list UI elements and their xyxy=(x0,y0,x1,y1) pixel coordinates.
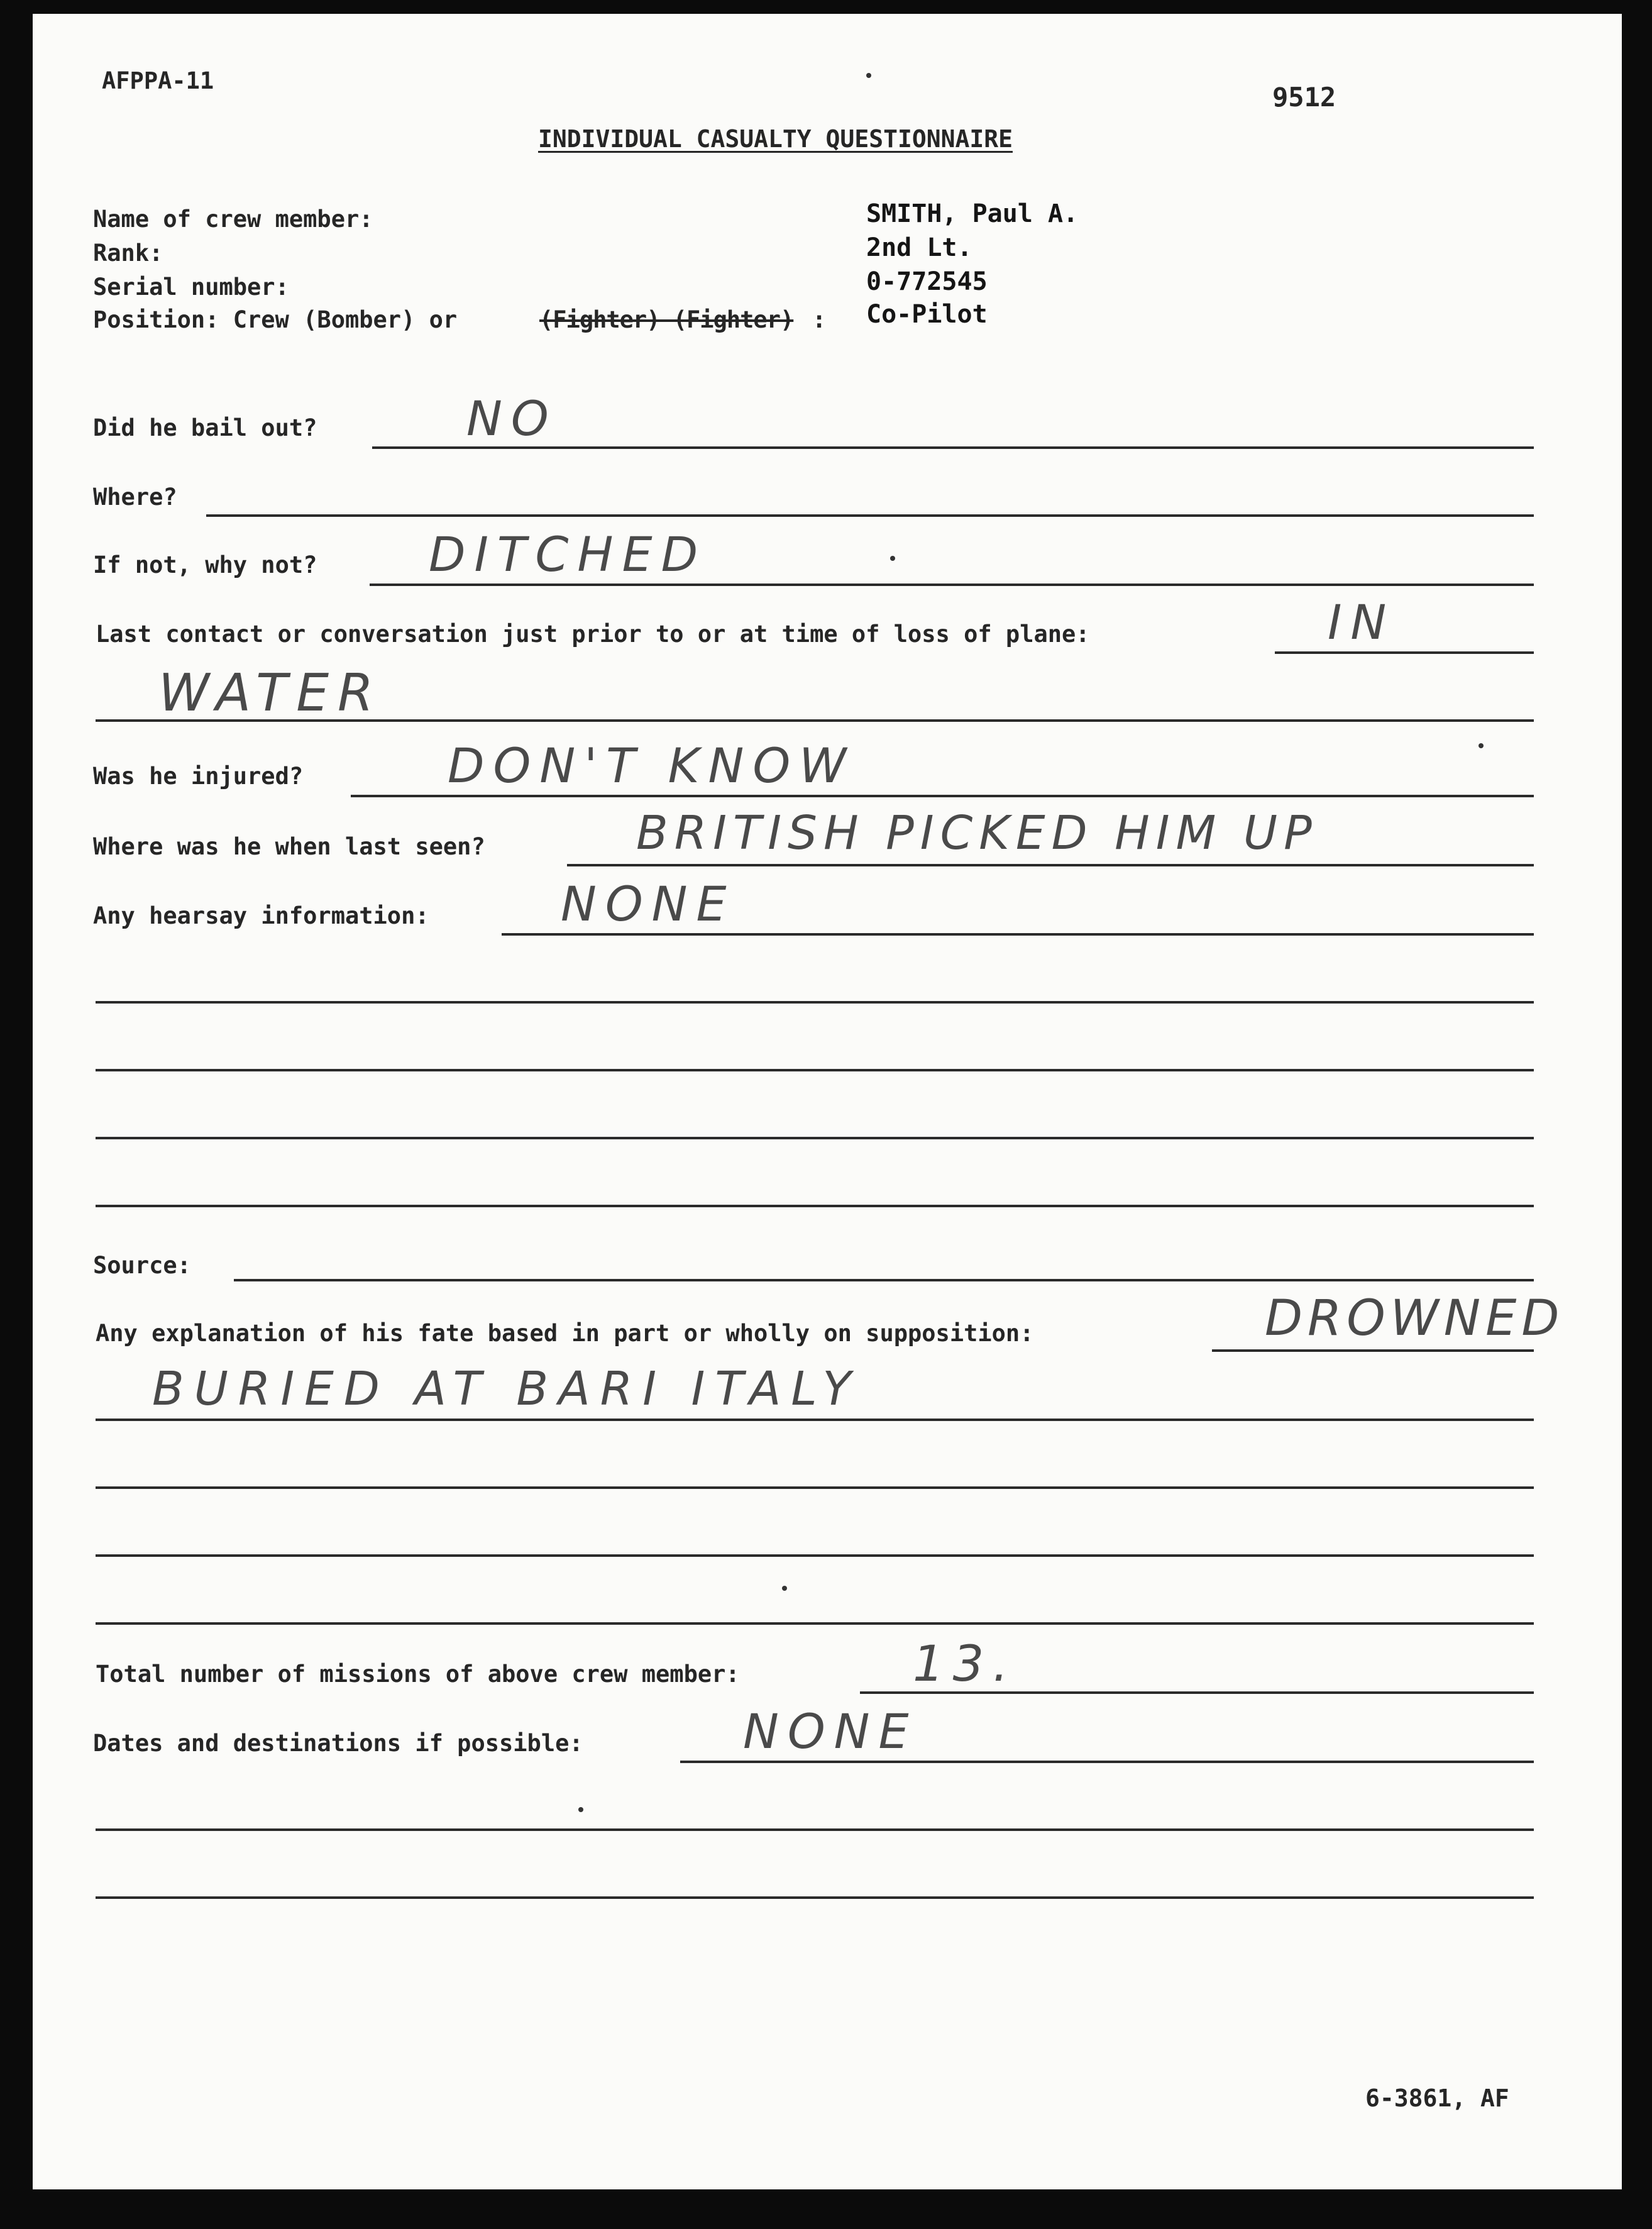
explanation-answer-2: BURIED AT BARI ITALY xyxy=(152,1362,861,1416)
hearsay-answer: NONE xyxy=(561,876,735,932)
last-seen-line xyxy=(567,864,1534,866)
film-speck xyxy=(866,73,871,78)
form-code: 6-3861, AF xyxy=(1365,2084,1509,2112)
position-struck-text: (Fighter) (Fighter) xyxy=(539,306,794,333)
explanation-line-5 xyxy=(96,1622,1534,1625)
hearsay-line-5 xyxy=(96,1205,1534,1207)
position-value: Co-Pilot xyxy=(866,300,988,329)
position-colon: : xyxy=(812,306,827,333)
form-id: AFPPA-11 xyxy=(102,67,214,94)
explanation-answer-1: DROWNED xyxy=(1265,1290,1565,1347)
bail-out-line xyxy=(372,446,1534,449)
position-label: Position: Crew (Bomber) or xyxy=(93,306,458,333)
why-not-answer: DITCHED xyxy=(429,526,707,582)
last-contact-label: Last contact or conversation just prior to or at time of loss of plane: xyxy=(96,621,1090,648)
why-not-line xyxy=(370,584,1534,586)
missions-answer: 13. xyxy=(913,1636,1018,1693)
hearsay-label: Any hearsay information: xyxy=(93,902,429,929)
explanation-line-3 xyxy=(96,1486,1534,1489)
serial-number-value: 0-772545 xyxy=(866,267,988,296)
film-speck xyxy=(782,1586,787,1591)
injured-label: Was he injured? xyxy=(93,763,304,790)
where-line xyxy=(206,514,1534,517)
source-label: Source: xyxy=(93,1252,191,1279)
explanation-line-4 xyxy=(96,1554,1534,1557)
source-line xyxy=(234,1279,1534,1281)
hearsay-line-1 xyxy=(502,933,1534,936)
dates-label: Dates and destinations if possible: xyxy=(93,1730,583,1757)
where-label: Where? xyxy=(93,484,177,511)
last-seen-answer: BRITISH PICKED HIM UP xyxy=(636,806,1318,860)
bail-out-answer: NO xyxy=(466,390,558,446)
hearsay-line-4 xyxy=(96,1137,1534,1139)
last-seen-label: Where was he when last seen? xyxy=(93,833,485,860)
dates-line-1 xyxy=(680,1761,1534,1763)
injured-answer: DON'T KNOW xyxy=(448,738,856,794)
dates-line-2 xyxy=(96,1828,1534,1831)
questionnaire-page xyxy=(33,14,1622,2189)
last-contact-line-1 xyxy=(1275,651,1534,654)
why-not-label: If not, why not? xyxy=(93,551,317,578)
hearsay-line-2 xyxy=(96,1001,1534,1004)
rank-value: 2nd Lt. xyxy=(866,233,972,262)
dates-line-3 xyxy=(96,1896,1534,1899)
hearsay-line-3 xyxy=(96,1069,1534,1071)
crew-name-value: SMITH, Paul A. xyxy=(866,199,1079,228)
injured-line xyxy=(351,795,1534,797)
file-number: 9512 xyxy=(1272,82,1336,113)
last-contact-answer-1: IN xyxy=(1328,594,1396,650)
serial-number-label: Serial number: xyxy=(93,274,289,301)
film-speck xyxy=(578,1807,583,1812)
explanation-line-2 xyxy=(96,1419,1534,1421)
film-speck xyxy=(890,556,895,561)
bail-out-label: Did he bail out? xyxy=(93,414,317,441)
film-speck xyxy=(1479,743,1484,748)
explanation-label: Any explanation of his fate based in part or wholly on supposition: xyxy=(96,1320,1034,1347)
document-title: INDIVIDUAL CASUALTY QUESTIONNAIRE xyxy=(538,125,1013,153)
last-contact-answer-2: WATER xyxy=(158,663,382,723)
rank-label: Rank: xyxy=(93,240,163,267)
missions-label: Total number of missions of above crew member: xyxy=(96,1661,740,1688)
explanation-line-1 xyxy=(1212,1349,1534,1352)
dates-answer: NONE xyxy=(743,1703,918,1759)
crew-name-label: Name of crew member: xyxy=(93,206,373,233)
